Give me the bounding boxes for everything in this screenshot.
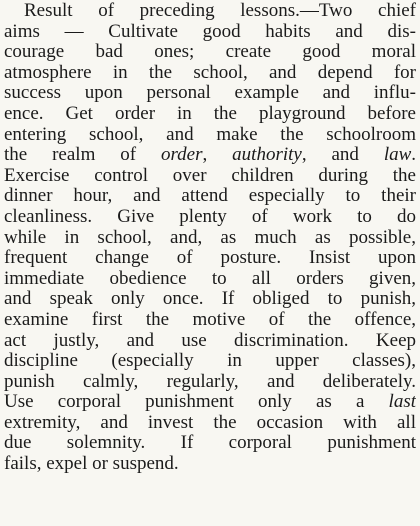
- line-text: Exercise control over children during the: [4, 165, 416, 186]
- line-text: success upon personal example and influ-: [4, 83, 416, 104]
- line-text: cleanliness. Give plenty of work to do: [4, 206, 416, 227]
- line-text: while in school, and, as much as possible,: [4, 227, 416, 248]
- text-line: [4, 372, 416, 393]
- line-text: punish calmly, regularly, and deliberately.: [4, 371, 416, 392]
- text-line: [4, 351, 416, 372]
- text-line: [4, 289, 416, 310]
- line-text: examine first the motive of the offence,: [4, 309, 416, 330]
- line-text: Use corporal punishment only as a: [4, 392, 389, 413]
- line-text: frequent change of posture. Insist upon: [4, 248, 416, 269]
- text-line: [4, 413, 416, 434]
- text-line-emphasis: [4, 392, 416, 413]
- text-line: [4, 207, 416, 228]
- line-text: Result of preceding lessons.—Two chief: [24, 1, 416, 21]
- punctuation: ,: [202, 145, 233, 166]
- italic-word: authority: [232, 145, 302, 166]
- line-text: atmosphere in the school, and depend for: [4, 62, 416, 83]
- line-text: entering school, and make the schoolroom: [4, 124, 416, 145]
- text-line: [4, 63, 416, 84]
- text-line: [4, 269, 416, 290]
- text-line: [4, 104, 416, 125]
- text-line: [4, 166, 416, 187]
- text-paragraph: [4, 1, 416, 475]
- line-text: act justly, and use discrimination. Keep: [4, 330, 416, 351]
- line-text: ence. Get order in the playground before: [4, 103, 416, 124]
- line-text: dinner hour, and attend especially to their: [4, 186, 416, 207]
- text-line: [4, 186, 416, 207]
- text-line: [4, 83, 416, 104]
- text-line: [4, 228, 416, 249]
- text-line: [4, 454, 416, 475]
- text-line: [4, 433, 416, 454]
- line-text: due solemnity. If corporal punishment: [4, 433, 416, 454]
- text-line: [4, 248, 416, 269]
- text-line: [4, 331, 416, 352]
- text-line-emphasis: [4, 145, 416, 166]
- line-text: discipline (especially in upper classes),: [4, 351, 416, 372]
- line-text: fails, expel or suspend.: [4, 454, 179, 475]
- italic-word: law: [383, 145, 412, 166]
- line-text: , and: [301, 145, 384, 166]
- text-line: [4, 22, 416, 43]
- punctuation: .: [411, 145, 416, 166]
- italic-word: last: [388, 392, 416, 413]
- line-text: extremity, and invest the occasion with all: [4, 412, 416, 433]
- line-text: immediate obedience to all orders given,: [4, 268, 416, 289]
- line-text: the realm of: [4, 145, 161, 166]
- line-text: and speak only once. If obliged to punish,: [4, 289, 416, 310]
- italic-word: order: [160, 145, 203, 166]
- text-line: [4, 42, 416, 63]
- text-line: [4, 125, 416, 146]
- line-text: courage bad ones; create good moral: [4, 42, 416, 63]
- text-line: [4, 310, 416, 331]
- line-text: aims — Cultivate good habits and dis-: [4, 21, 416, 42]
- text-line: [4, 1, 416, 22]
